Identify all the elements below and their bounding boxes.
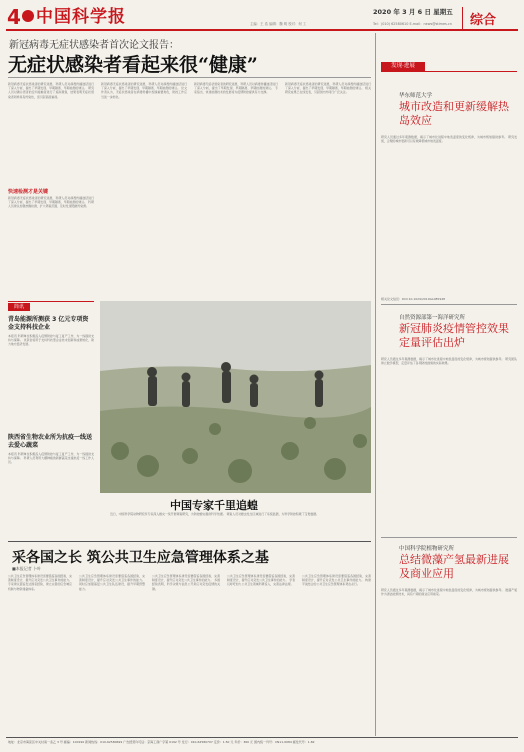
section-name: 综合 (470, 13, 497, 28)
sidebar-label-rule (381, 71, 517, 72)
sidebar-item2-body: 研究人员通过多年观测数据，揭示了城市化进程中地表温度的变化规律，为城市规划提供参考。 研究团队建立数学模型，定量评估了各项防控措施的实际效果。 (381, 357, 517, 530)
lead-body-col1: 新冠病毒无症状感染者的研究进展，科研人员对病毒传播途径进行了深入分析，提出了早期发现、早期隔离、早期检测的建议。 研究人员对确诊患者的密切接触者进行了追踪观察，结果表明无症状感染者同样具有传染性，需引起高度重视。 (8, 82, 94, 182)
lead-body-col1b: 新冠病毒无症状感染者的研究进展，科研人员对病毒传播途径进行了深入分析，提出了早期发现、早期隔离、早期检测的建议。 科研人员建议加强核酸检测，扩大筛查范围，及时发现隐匿传染源。 (8, 196, 94, 294)
sidebar-divider (375, 33, 376, 736)
photo-caption-text: 近日，中国科学院动物研究所专家深入蝗灾一线开展调查研究，为防控蝗灾提供科学依据。 调查人员对蝗虫发生区域进行了系统监测，为科学防控积累了宝贵数据。 (110, 512, 371, 537)
lead-body-col4: 新冠病毒无症状感染者的研究进展，科研人员对病毒传播途径进行了深入分析，提出了早期发现、早期隔离、早期检测的建议。 相关研究成果已在线发表，引起国内外同行广泛关注。 (285, 82, 371, 294)
bottom-headline: 采各国之长 筑公共卫生应急管理体系之基 (12, 550, 269, 566)
sidebar-item2-title: 新冠肺炎疫情管控效果定量评估出炉 (399, 322, 509, 349)
sidebar-item1-ref: 相关论文信息：DOI:10.1029/2019GL085948 (381, 297, 446, 301)
newspaper-logo: 中国科学报 (36, 7, 126, 27)
photo-scene (100, 301, 371, 493)
bottom-byline: ■本报记者 卜叶 (12, 566, 42, 571)
masthead-rule (6, 29, 518, 31)
bottom-body-col2: 公共卫生应急管理体系建设需要借鉴各国经验，完善制度设计，提升应对突发公共卫生事件的能力。 同时应加强基层公共卫生队伍建设，提升早期预警能力。 (79, 574, 145, 734)
editor-line: 主编：王 浩 编辑：魏 明 校对：何 工 (250, 22, 307, 26)
sidebar-item3-body: 研究人员通过多年观测数据，揭示了城市化进程中地表温度的变化规律，为城市规划提供参考。 微藻产氢作为清洁能源技术，具有广阔的商业应用前景。 (381, 588, 517, 734)
sidebar-section-label: 发现·进展 (381, 62, 425, 71)
sidebar-item3-title: 总结微藻产氢最新进展及商业应用 (399, 553, 509, 580)
bottom-body-col3: 公共卫生应急管理体系建设需要借鉴各国经验，完善制度设计，提升应对突发公共卫生事件的能力。 多国经验表明，科学决策与信息公开是应对突发疫情的关键。 (152, 574, 220, 734)
headline-rule (8, 77, 371, 78)
brief-item2-body: 本报讯 科研单位积极投入疫情防控与复工复产工作，为一线提供支持与保障。 科研人员利用大棚种植的新鲜蔬菜支援抗疫一线工作人员。 (8, 452, 94, 537)
masthead-divider-vertical (462, 7, 463, 29)
bottom-story-rule (8, 541, 371, 542)
sidebar-item3-rule (381, 537, 517, 538)
brief-section-label: 简讯 (8, 303, 30, 311)
sidebar-item3-source: 中国科学院植物研究所 (399, 546, 455, 552)
logo-emblem (22, 10, 34, 22)
lead-headline: 无症状感染者看起来很“健康” (8, 54, 258, 76)
bottom-body-col5: 公共卫生应急管理体系建设需要借鉴各国经验，完善制度设计，提升应对突发公共卫生事件的能力。 构建平战结合的公共卫生应急管理体系势在必行。 (302, 574, 371, 734)
brief-item1-body: 本报讯 科研单位积极投入疫情防控与复工复产工作，为一线提供支持与保障。 该资金将用于支持科技型企业技术创新和成果转化，助力地方经济发展。 (8, 334, 94, 426)
bottom-body-col1: 公共卫生应急管理体系建设需要借鉴各国经验，完善制度设计，提升应对突发公共卫生事件的能力。 专家建议借鉴发达国家经验，建立完善的应急响应机制与物资储备体系。 (8, 574, 72, 734)
sidebar-item2-source: 自然资源部第一海洋研究所 (399, 315, 466, 321)
brief-item2-title: 陕西省生物农业所为抗疫一线送去爱心蔬菜 (8, 434, 93, 449)
sidebar-item1-source: 华东师范大学 (399, 93, 433, 99)
footer-info: 地址：北京市海淀区中关村南一条乙 3 号 邮编：100190 新闻热线：010-62580699 广告经营许可证：京海工商广字第 0192 号 发行：010-62580707 定价：1.50 元 年价：360 元 国内统一刊号：CN11-0084 邮发代号：1-82 (8, 740, 315, 744)
lead-subhead: 快速检测才是关键 (8, 189, 49, 195)
page-number: 4 (7, 5, 21, 29)
sidebar-item1-body: 研究人员通过多年观测数据，揭示了城市化进程中地表温度的变化规律，为城市规划提供参考。 研究发现，合理的城市更新可以有效降低城市地表温度。 (381, 135, 517, 295)
brief-top-rule (8, 301, 94, 302)
photo-caption-title: 中国专家千里追蝗 (170, 499, 258, 512)
brief-item1-title: 青岛能源所测获 3 亿元专项资金支持科技企业 (8, 316, 89, 331)
lead-kicker: 新冠病毒无症状感染者首次论文报告： (9, 40, 179, 51)
footer-rule (6, 737, 518, 738)
issue-date: 2020 年 3 月 6 日 星期五 (373, 8, 453, 16)
sidebar-item2-rule (381, 304, 517, 305)
news-photo-locust-survey (100, 301, 371, 493)
lead-body-col2: 新冠病毒无症状感染者的研究进展，科研人员对病毒传播途径进行了深入分析，提出了早期发现、早期隔离、早期检测的建议。 论文作者认为，无症状感染者在病毒传播中扮演重要角色，防控工作应当进一步细化。 (101, 82, 187, 294)
bottom-body-col4: 公共卫生应急管理体系建设需要借鉴各国经验，完善制度设计，提升应对突发公共卫生事件的能力。 学者们呼吁加大公共卫生领域科研投入，完善法律法规。 (227, 574, 295, 734)
lead-body-col3: 新冠病毒无症状感染者的研究进展，科研人员对病毒传播途径进行了深入分析，提出了早期发现、早期隔离、早期检测的建议。 专家指出，快速检测技术的发展将为疫情防控提供有力支撑。 (194, 82, 278, 294)
contact-line: Tel：(010) 62580610 E-mail：news@stimes.cn (373, 22, 452, 26)
sidebar-item1-title: 城市改造和更新缓解热岛效应 (399, 100, 509, 127)
